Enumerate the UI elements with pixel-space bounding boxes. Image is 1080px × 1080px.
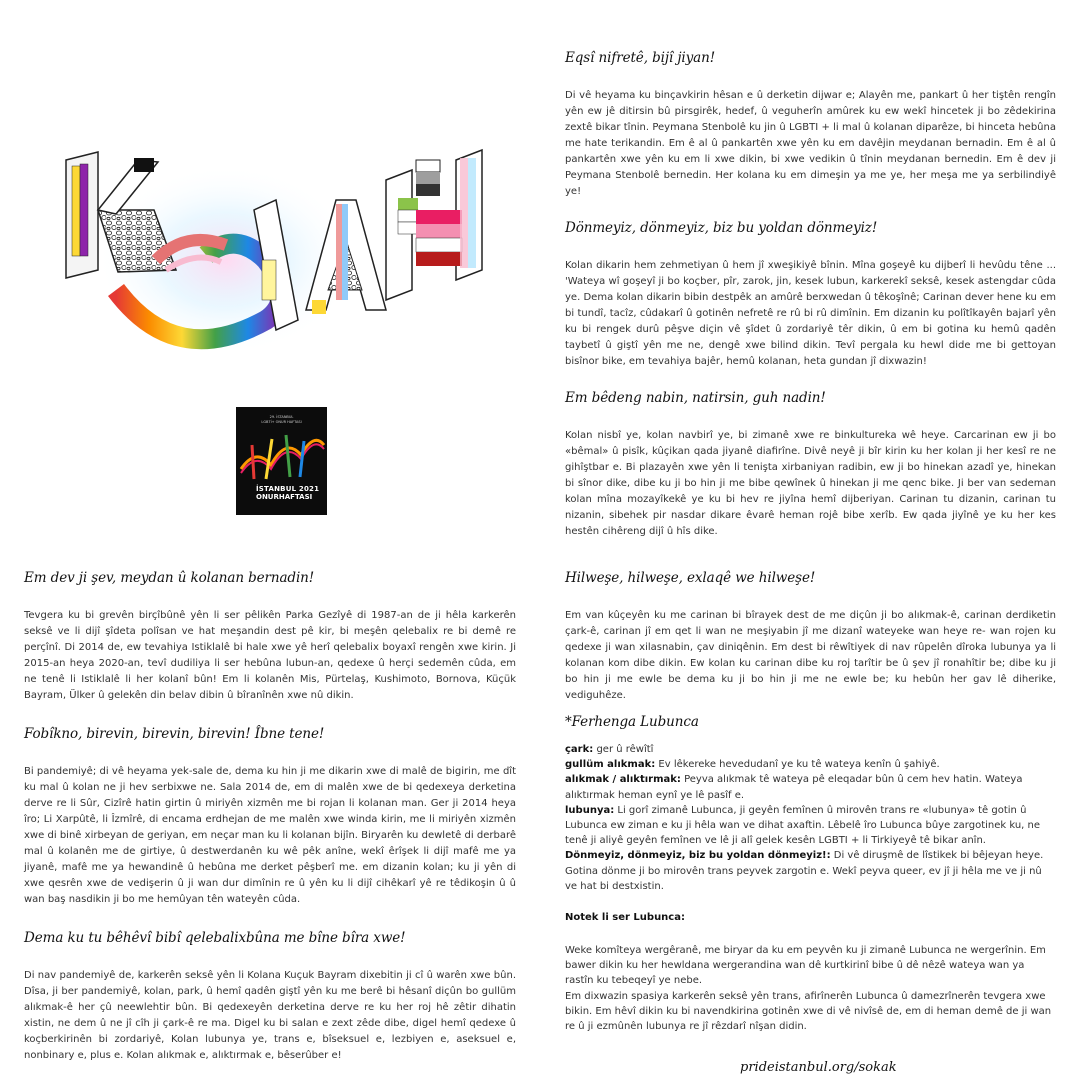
paragraph-s2: Kolan dikarin hem zehmetiyan û hem jî xweşikiyê bînin. Mîna goşeyê ku dijberî li hevûdu têne ... 'Wateya wî goşeyî ji bo koçber, pîr, zarok, jin, kesek lubun, karkerekî seksê, kesek astengdar cûda ye. Dema kolan dikarin bibin destpêk an amûrê berxwedan û têkoşînê; Carinan dever hene ku em bi tundî, tacîz, cûdakarî û gotinên nefretê re rû bi rû dimînin. Em dizanin ku polîtîkayên bajarî yên ku bi rengek durû pêşve diçin vê şîdet û zordariyê têr dikin, û em bi gotina ku hemû qadên taybetî û giştî yên me ne, dengê xwe bilind dikin. Tevî pergala ku hewl dide me bi gettoyan bisînor bike, em tevahiya bajêr, hemû kolanan, heta gundan jî dixwazin! [565,260,1056,367]
column-bottom-left [24,570,516,1078]
heading-s4: Em dev ji şev, meydan û kolanan bernadin! [24,570,315,586]
column-bottom-right [565,570,1056,1034]
glossary-term: gullüm alıkmak: [565,759,656,771]
pride-week-poster [236,407,327,515]
note-paragraph: Weke komîteya wergêranê, me biryar da ku em peyvên ku ji zimanê Lubunca ne wergerînin. Em bawer dikin ku her hewldana wergerandina wan dê kurtkirinî bibe û dê nêzê wateya wan ya rastîn ku tebeqeyî ye nebe. [565,945,1046,987]
poster-title-line1: İSTANBUL 2021 [256,485,320,493]
column-top-right [565,50,1056,554]
glossary-term: çark: [565,744,594,755]
glossary-entry [565,803,1056,849]
glossary-definition: Peyva alıkmak tê wateya pê eleqadar bûn û cem hev hatin. Wateya alıktırmak heman eynî ye lê pasîf e. [565,774,1023,801]
paragraph-s4: Tevgera ku bi grevên birçîbûnê yên li ser pêlikên Parka Gezîyê di 1987-an de ji hêla karkerên seksê ve li dijî şîdeta polîsan ve hat meşandin dest pê kir, bi meşên qelebalix re bi demê re perçînî. Di 2014 de, ew tevahiya Istiklalê bi hale xwe yê herî qelebalix boyaxî rengên xwe kirin. Ji 2015-an heya 2020-an, tevî dudiliya li ser hebûna lubun-an, qedexe û herçi sedemên cûda, em ne tenê li Istiklalê li her kolanî bûn! Em li kolanên Mis, Pürtelaş, Kushimoto, Bornova, Küçük Bayram, Ülker û gelekên din belav dibin û bîranînên xwe nû dikin. [24,610,516,701]
glossary-term: Dönmeyiz, dönmeyiz, biz bu yoldan dönmeyiz!: [565,850,831,862]
paragraph-s5: Bi pandemiyê; di vê heyama yek-sale de, dema ku hin ji me dikarin xwe di malê de bigirin, me dît ku mal û kolan ne ji hev serbixwe ne. Sala 2014 de, em di malên xwe de bi qedexeya derketina derve re li Sûr, Cizîrê hatin girtin û miriyên xizmên me bi rojan li kolanan man. Ger ji 2014 heya îro; Li Xarpûtê, li Îzmîrê, di encama erdhejan de me malên xwe winda kirin, me li miriyên xizmên xwe di binê xirbeyan de geriyan, em neçar man ku li kolanan bijîn. Biryarên ku dewletê di derbarê mal û kolanên me de girtiye, û destwerdanên ku wê pêk anîne, wekî êrîşek li dijî mafê me ya jiyanê, mafê me ya hewandinê û hebûna me derket pêşberî me. em dizanin kolan; ku ji yên di xwe qesrên xwe de vedişerin û ji wan dur dimînin re û yên ku li dijî cihêkarî yê re têdikoşin û û wan baş nasdikin ji bo me hemûyan tên wateyên cûda. [24,766,516,905]
paragraph-s6: Di nav pandemiyê de, karkerên seksê yên li Kolana Kuçuk Bayram dixebitin ji cî û warên xwe bûn. Dîsa, ji ber pandemiyê, kolan, park, û hemî qadên giştî yên ku me berê bi hêsanî diçûn bo gullüm alıkmak-ê her çû neewlehtir bûn. Bi qedexeyên derketina derve re ku her roj hê zêtir dihatin xistin, ne dem û ne jî cîh ji çark-ê re ma. Digel ku bi salan e zext zêde dibe, digel hemî qedexe û koçberkirinên bi zordariyê, Kolan lubunya ye, trans e, bîseksuel e, lezbiyen e, aseksuel e, nonbinary e, plus e. Kolan alıkmak e, alıktırmak e, bêserûber e! [24,970,516,1061]
poster-title-line2: ONURHAFTASI [256,493,313,501]
heading-s2: Dönmeyiz, dönmeyiz, biz bu yoldan dönmeyiz! [565,220,878,236]
letter-n [386,150,482,300]
glossary-definition: Ev lêkereke hevedudanî ye ku tê wateya kenîn û şahiyê. [655,759,940,771]
glossary-entry [565,757,1056,772]
glossary-definition: ger û rêwîtî [593,744,654,755]
heading-s1: Eqsî nifretê, bijî jiyan! [565,50,716,66]
glossary-definition: Di vê diruşmê de lîstikek bi bêjeyan heye. Gotina dönme ji bo mirovên trans peyvek zargotin e. Wekî peyva queer, ev jî ji hêla me ve ji nû ve hat bi destxistin. [565,850,1044,892]
paragraph-s7: Em van kûçeyên ku me carinan bi bîrayek dest de me diçûn ji bo alıkmak-ê, carinan derdiketin çark-ê, carinan jî em qet li wan ne meşiyabin jî me dizanî wateyeke wan heye re- wan rojen ku qedexe ji wan xilasnabin, çav diniqênin. Em dest bi rêwîtiyek di nav rûpelên dîroka lubunya ya li kolanan kom dibe dikin. Ew kolan ku carinan dibe ku roj tarîtir be û şev jî ronahîtir be; dibe ku ji bo hin ji me ewle be dema ku ji bo hin ji me ne ewle be; ku hebûn her gav lê diherike, vediguhêze. [565,610,1056,701]
glossary-title: *Ferhenga Lubunca [565,714,699,730]
heading-s3: Em bêdeng nabin, natirsin, guh nadin! [565,390,826,406]
paragraph-s1: Di vê heyama ku binçavkirin hêsan e û derketin dijwar e; Alayên me, pankart û her tiştên rengîn yên ew jê ditirsin bû pirsgirêk, hedef, û veguherîn amûrek ku ew wekî hincetek ji bo zêdekirina zextê bikar tînin. Peymana Stenbolê ku jin û LGBTI + li mal û kolanan diparêze, bi hinceta hebûna me hate terikandin. Em ê al û pankartên xwe yên ku em davêjin meydanan bernadin. Em ê al û pankartên xwe yên ku em li xwe dikin, bi xwe vedikin û tînin meydanan bernedin. Em ê dev ji Peymana Stenbolê bernedin. Her kolana ku em dimeşin ya me ye, her meşa me ya serbilindiyê ye! [565,90,1056,197]
glossary-term: alıkmak / alıktırmak: [565,774,681,786]
heading-s5: Fobîkno, birevin, birevin, birevin! Îbne tene! [24,726,325,742]
heading-s7: Hilweşe, hilweşe, exlaqê we hilweşe! [565,570,816,586]
paragraph-s3: Kolan nisbî ye, kolan navbirî ye, bi zimanê xwe re binkultureka wê heye. Carcarinan ew ji bo «bêmal» û pisîk, kûçikan qada jiyanê diafirîne. Divê neyê ji bîr kirin ku her kolan ji her kesî re ne gihîştbar e. Bi plazayên xwe yên li tenişta xirbaniyan radibin, ew ji bo hinekan azadî ye, hinekan bi sînor dike, dibe ku ji bo hin ji me bibe qewînek û hinekan ji me qenc bike. Ji ber van sedeman kolan mîna mozayîkekê ye ku bi hev re jiyîna hemî dijberiyan. Carinan tu dizanin, carinan tu nizanin, sibehek pir nasdar dikare êvarê heman rojê bibe xerîb. Ew qada jiyînê ye ku her kes hestên cihêreng dijî û hîs dike. [565,430,1056,537]
heading-s6: Dema ku tu bêhêvî bibî qelebalixbûna me bîne bîra xwe! [24,930,406,946]
footer-url[interactable]: prideistanbul.org/sokak [740,1060,897,1075]
note-title: Notek li ser Lubunca: [565,912,685,924]
poster-top-text: 29. İSTANBUL LGBTİ+ ONUR HAFTASI [261,415,302,424]
glossary-entry [565,848,1056,894]
glossary-entry [565,742,1056,757]
glossary-definition: Li gorî zimanê Lubunca, ji geyên femînen û mirovên trans re «lubunya» tê gotin û Lubunca ew ziman e ku ji hêla wan ve dihat axaftin. Lêbelê îro Lubunca bûye zargotinek ku, ne tenê ji aliyê geyên femînen ve lê ji alî gelek kesên LGBTI + li Tirkiyeyê tê bikar anîn. [565,804,1041,847]
note-paragraph: Em dixwazin spasiya karkerên seksê yên trans, afirînerên Lubunca û damezrînerên tevgera xwe bikin. Em hêvî dikin ku bi navendkirina gotinên xwe di vê nivîsê de, em di heman demê de ji wan re û ji ezmûnên lubunya re jî rêzdarî nîşan didin. [565,990,1052,1033]
poster-graphic [236,417,327,492]
glossary-term: lubunya: [565,804,615,816]
kolan-artwork [36,140,506,390]
glossary-entry [565,772,1056,802]
